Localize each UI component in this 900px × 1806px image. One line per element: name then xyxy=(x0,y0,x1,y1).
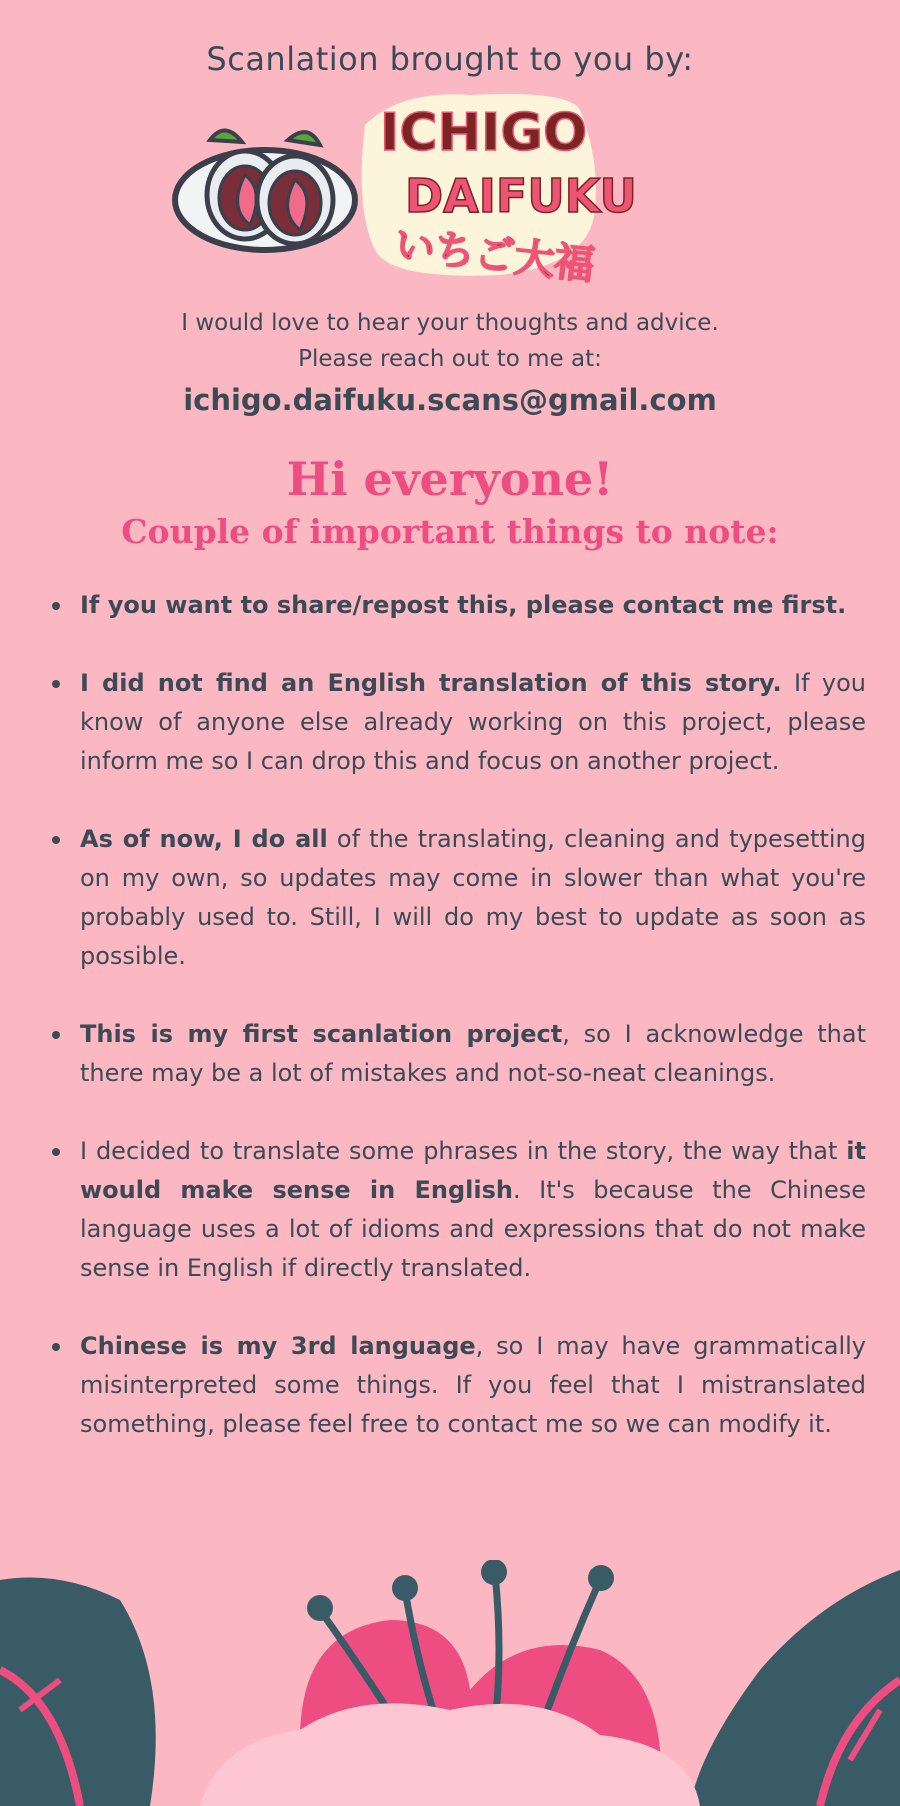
note-text: If you know of anyone else already working on this project, please inform me so I can drop this and focus on another project. xyxy=(80,669,867,775)
note-item xyxy=(80,586,866,625)
notes-list xyxy=(50,586,866,1444)
note-item xyxy=(80,1327,866,1444)
note-text: . It's because the Chinese language uses a lot of idioms and expressions that do not make sense in English if directly translated. xyxy=(80,1176,866,1282)
flower-decoration xyxy=(0,1560,900,1806)
greeting-title: Hi everyone! xyxy=(286,452,614,506)
bullet-icon xyxy=(52,836,60,844)
note-bold: I did not find an English translation of this story. xyxy=(80,669,782,697)
bullet-icon xyxy=(52,1148,60,1156)
note-item xyxy=(80,820,866,976)
note-text: of the translating, cleaning and typesetting on my own, so updates may come in slower than what you're probably used to. Still, I will do my best to update as soon as possible. xyxy=(80,825,866,970)
strawberry-daifuku-icon xyxy=(175,130,355,250)
note-text: , so I acknowledge that there may be a lot of mistakes and not-so-neat cleanings. xyxy=(80,1020,866,1087)
greeting-subtitle: Couple of important things to note: xyxy=(121,512,779,551)
logo-line1: ICHIGO xyxy=(380,103,588,163)
note-text: , so I may have grammatically misinterpreted some things. If you feel that I mistranslated something, please feel free to contact me so we can modify it. xyxy=(80,1332,867,1438)
note-bold: it would make sense in English xyxy=(80,1137,866,1204)
bullet-icon xyxy=(52,680,60,688)
note-item xyxy=(80,664,866,781)
logo xyxy=(170,90,690,300)
logo-line3: いちご大福 xyxy=(392,222,597,289)
note-bold: If you want to share/repost this, please contact me first. xyxy=(80,591,847,619)
right-leaf-icon xyxy=(690,1570,900,1806)
contact-line-2: Please reach out to me at: xyxy=(298,346,602,372)
bullet-icon xyxy=(52,1031,60,1039)
header-title: Scanlation brought to you by: xyxy=(206,40,694,78)
note-item xyxy=(80,1132,866,1288)
note-bold: This is my first scanlation project xyxy=(80,1020,563,1048)
email-address[interactable]: ichigo.daifuku.scans@gmail.com xyxy=(183,383,717,417)
note-bold: Chinese is my 3rd language xyxy=(80,1332,476,1360)
bullet-icon xyxy=(52,602,60,610)
left-leaf-icon xyxy=(0,1578,156,1806)
note-bold: As of now, I do all xyxy=(80,825,328,853)
note-item xyxy=(80,1015,866,1093)
contact-line-1: I would love to hear your thoughts and advice. xyxy=(181,310,719,336)
note-text-pre: I decided to translate some phrases in the story, the way that xyxy=(80,1137,847,1165)
logo-line2: DAIFUKU xyxy=(405,169,637,223)
bullet-icon xyxy=(52,1343,60,1351)
